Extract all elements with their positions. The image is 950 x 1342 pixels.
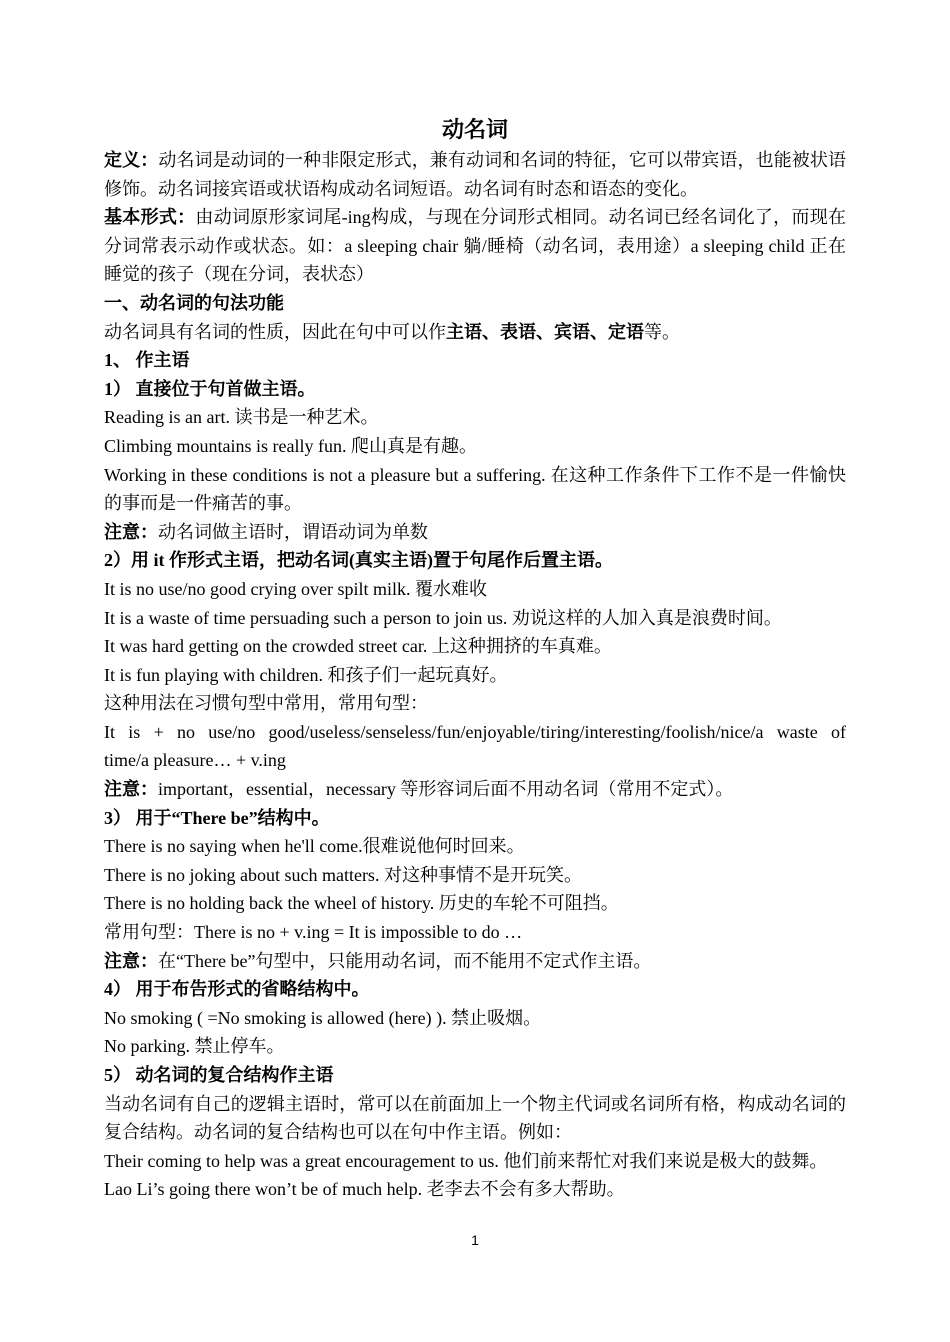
example-line: It was hard getting on the crowded street car. 上这种拥挤的车真难。 bbox=[104, 636, 612, 657]
example-line: It is fun playing with children. 和孩子们一起玩真好。 bbox=[104, 664, 508, 685]
note-label: 注意： bbox=[104, 779, 158, 800]
example-line: Reading is an art. 读书是一种艺术。 bbox=[104, 407, 379, 428]
example-line: Their coming to help was a great encouragement to us. 他们前来帮忙对我们来说是极大的鼓舞。 bbox=[104, 1150, 828, 1171]
note-paragraph bbox=[104, 518, 846, 547]
note-paragraph bbox=[104, 947, 846, 976]
example-line: Lao Li’s going there won’t be of much help. 老李去不会有多大帮助。 bbox=[104, 1179, 625, 1200]
example-line: It is a waste of time persuading such a person to join us. 劝说这样的人加入真是浪费时间。 bbox=[104, 607, 782, 628]
pattern-intro: 这种用法在习惯句型中常用，常用句型： bbox=[104, 693, 428, 714]
basic-form-label: 基本形式： bbox=[104, 207, 196, 228]
example-line: Climbing mountains is really fun. 爬山真是有趣。 bbox=[104, 435, 477, 456]
page-number: 1 bbox=[471, 1232, 479, 1248]
example-line: It is no use/no good crying over spilt milk. 覆水难收 bbox=[104, 578, 487, 599]
note-label: 注意： bbox=[104, 521, 158, 542]
section-intro-bold: 主语、表语、宾语、定语 bbox=[446, 321, 644, 342]
note-label: 注意： bbox=[104, 950, 158, 971]
document-body bbox=[104, 114, 846, 1204]
point-heading: 4） 用于布告形式的省略结构中。 bbox=[104, 979, 370, 1000]
section-intro-pre: 动名词具有名词的性质，因此在句中可以作 bbox=[104, 321, 446, 342]
pattern-line: time/a pleasure… + v.ing bbox=[104, 750, 286, 771]
note-paragraph bbox=[104, 775, 846, 804]
section-intro-post: 等。 bbox=[644, 321, 680, 342]
section-heading: 一、动名词的句法功能 bbox=[104, 292, 284, 313]
example-line: No parking. 禁止停车。 bbox=[104, 1036, 285, 1057]
explanation-paragraph: 当动名词有自己的逻辑主语时，常可以在前面加上一个物主代词或名词所有格，构成动名词的复合结构。动名词的复合结构也可以在句中作主语。例如： bbox=[104, 1093, 846, 1143]
basic-form-paragraph bbox=[104, 203, 846, 289]
note-text: 动名词做主语时，谓语动词为单数 bbox=[158, 521, 428, 542]
subsection-heading: 1、 作主语 bbox=[104, 350, 190, 371]
example-line: Working in these conditions is not a pleasure but a suffering. 在这种工作条件下工作不是一件愉快的事而是一件痛苦的事。 bbox=[104, 464, 846, 514]
pattern-line: It is + no use/no good/useless/senseless/fun/enjoyable/tiring/interesting/foolish/nice/a waste of bbox=[104, 721, 846, 742]
page-title: 动名词 bbox=[441, 117, 508, 142]
example-line: No smoking ( =No smoking is allowed (here) ). 禁止吸烟。 bbox=[104, 1007, 542, 1028]
basic-form-text: 由动词原形家词尾-ing构成，与现在分词形式相同。动名词已经名词化了，而现在分词常表示动作或状态。如：a sleeping chair 躺/睡椅（动名词，表用途）a sleeping child 正在睡觉的孩子（现在分词，表状态） bbox=[104, 207, 847, 285]
note-text: 在“There be”句型中，只能用动名词，而不能用不定式作主语。 bbox=[158, 950, 652, 971]
example-line: There is no joking about such matters. 对这种事情不是开玩笑。 bbox=[104, 864, 582, 885]
example-line: There is no holding back the wheel of history. 历史的车轮不可阻挡。 bbox=[104, 893, 619, 914]
point-heading: 2）用 it 作形式主语，把动名词(真实主语)置于句尾作后置主语。 bbox=[104, 550, 613, 571]
definition-paragraph bbox=[104, 146, 846, 203]
point-heading: 3） 用于“There be”结构中。 bbox=[104, 807, 330, 828]
note-text: important，essential，necessary 等形容词后面不用动名词（常用不定式）。 bbox=[158, 779, 734, 800]
pattern-line: 常用句型：There is no + v.ing = It is impossible to do … bbox=[104, 922, 523, 943]
point-heading: 1） 直接位于句首做主语。 bbox=[104, 378, 316, 399]
definition-label: 定义： bbox=[104, 150, 159, 170]
example-line: There is no saying when he'll come.很难说他何时回来。 bbox=[104, 836, 525, 857]
point-heading: 5） 动名词的复合结构作主语 bbox=[104, 1065, 334, 1085]
definition-text: 动名词是动词的一种非限定形式，兼有动词和名词的特征，它可以带宾语，也能被状语修饰。动名词接宾语或状语构成动名词短语。动名词有时态和语态的变化。 bbox=[104, 150, 847, 199]
section-intro bbox=[104, 318, 846, 347]
